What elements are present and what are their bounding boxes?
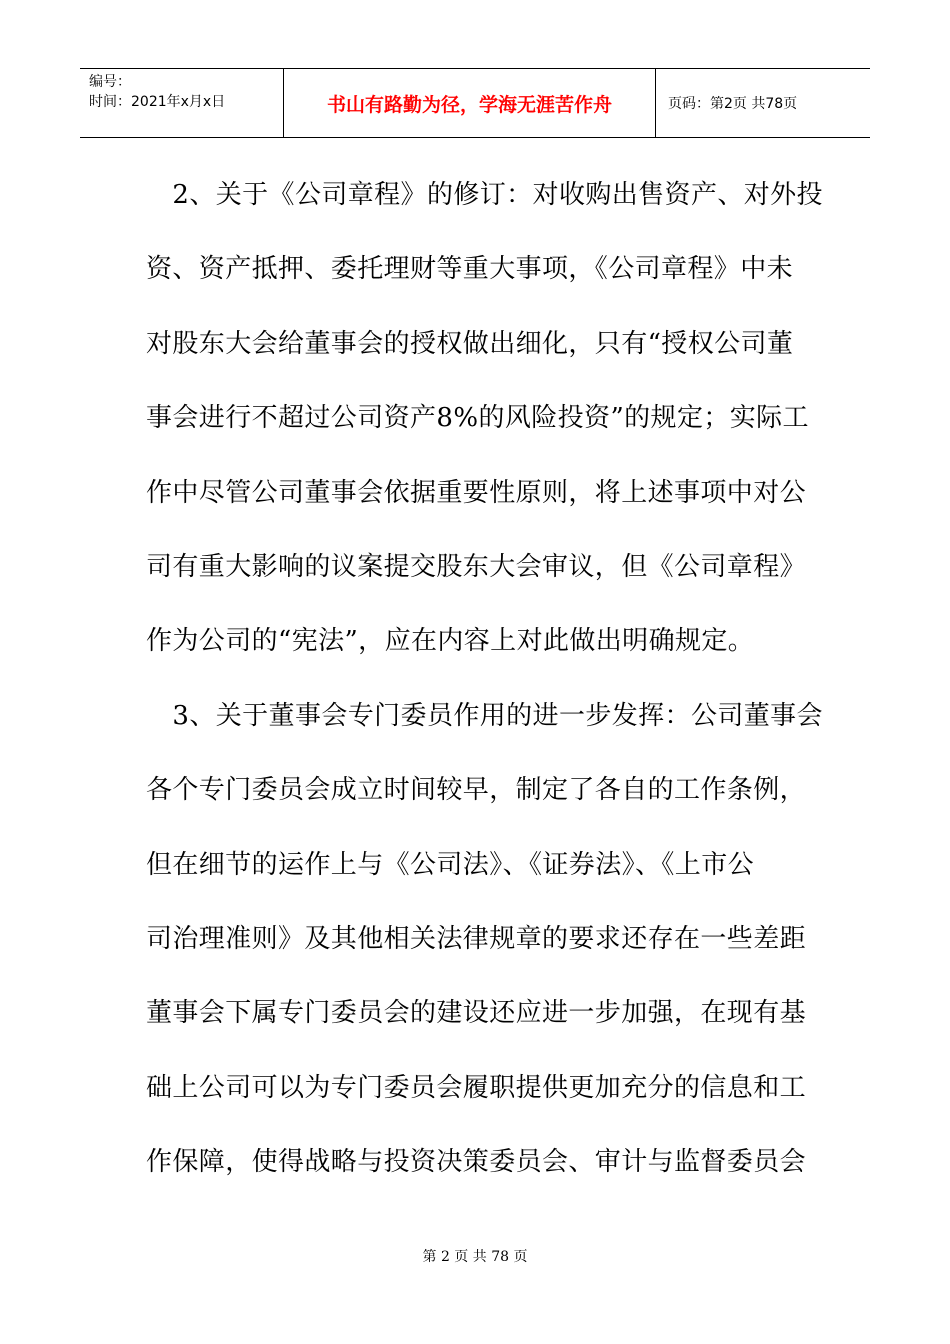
page-footer: 第 2 页 共 78 页 [422, 1249, 528, 1265]
body-line: 对股东大会给董事会的授权做出细化，只有“授权公司董 [146, 328, 794, 359]
header-number-label: 编号： [89, 74, 131, 90]
body-line: 作保障，使得战略与投资决策委员会、审计与监督委员会 [146, 1147, 807, 1178]
document-body [146, 158, 823, 1199]
body-line: 资、资产抵押、委托理财等重大事项，《公司章程》中未 [146, 254, 794, 285]
header-meta [80, 69, 283, 137]
body-line: 司治理准则》及其他相关法律规章的要求还存在一些差距 [146, 923, 807, 954]
header-page-info: 页码：第2页 共78页 [668, 96, 798, 112]
page-header [80, 68, 870, 138]
body-line: 董事会下属专门委员会的建设还应进一步加强，在现有基 [146, 998, 807, 1029]
body-line: 础上公司可以为专门委员会履职提供更加充分的信息和工 [146, 1072, 807, 1103]
body-line: 2、关于《公司章程》的修订：对收购出售资产、对外投 [146, 180, 823, 210]
body-line: 作中尽管公司董事会依据重要性原则，将上述事项中对公 [146, 477, 807, 508]
body-line: 3、关于董事会专门委员作用的进一步发挥：公司董事会 [146, 700, 823, 731]
body-line: 司有重大影响的议案提交股东大会审议，但《公司章程》 [146, 551, 807, 582]
body-line: 作为公司的“宪法”，应在内容上对此做出明确规定。 [146, 626, 755, 657]
body-line: 各个专门委员会成立时间较早，制定了各自的工作条例， [146, 775, 807, 806]
body-line: 事会进行不超过公司资产8%的风险投资”的规定；实际工 [146, 403, 809, 434]
header-time-label: 时间：2021年x月x日 [89, 94, 226, 110]
header-motto: 书山有路勤为径，学海无涯苦作舟 [283, 69, 656, 137]
body-line: 但在细节的运作上与《公司法》、《证券法》、《上市公 [146, 849, 755, 880]
